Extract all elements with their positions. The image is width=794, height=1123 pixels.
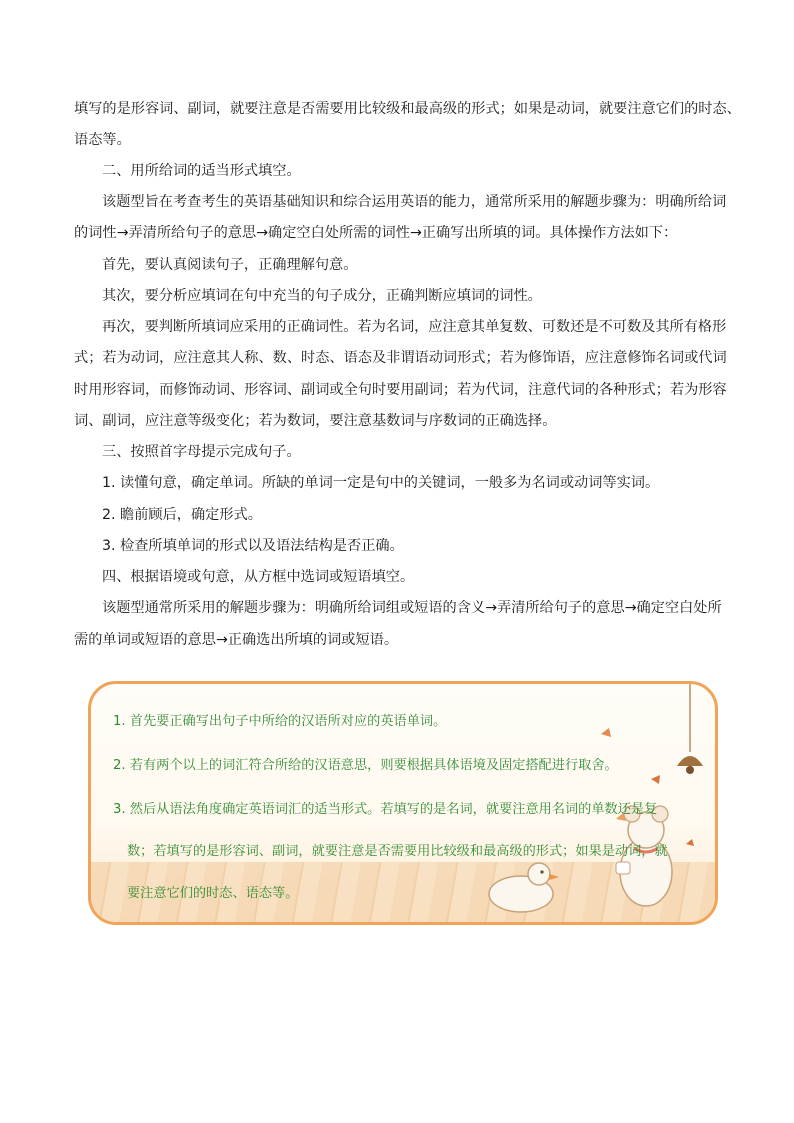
body-line: 首先，要认真阅读句子，正确理解句意。 — [102, 257, 358, 273]
tip-item: 数；若填写的是形容词、副词，就要注意是否需要用比较级和最高级的形式；如果是动词，就 — [127, 844, 668, 859]
tip-item: 2. 若有两个以上的词汇符合所给的汉语意思，则要根据具体语境及固定搭配进行取舍。 — [113, 758, 618, 773]
body-line: 时用形容词，而修饰动词、形容词、副词或全句时要用副词；若为代词，注意代词的各种形式；若为形容 — [74, 382, 727, 398]
body-line: 语态等。 — [74, 132, 131, 148]
body-line: 式；若为动词，应注意其人称、数、时态、语态及非谓语动词形式；若为修饰语，应注意修饰名词或代词 — [74, 350, 727, 366]
list-item: 1. 读懂句意，确定单词。所缺的单词一定是句中的关键词，一般多为名词或动词等实词。 — [102, 475, 660, 491]
list-item: 3. 检查所填单词的形式以及语法结构是否正确。 — [102, 538, 404, 554]
tip-item: 3. 然后从语法角度确定英语词汇的适当形式。若填写的是名词，就要注意用名词的单数还是复 — [113, 802, 658, 817]
body-line: 词、副词，应注意等级变化；若为数词，要注意基数词与序数词的正确选择。 — [74, 413, 557, 429]
tips-box — [88, 681, 718, 925]
body-line: 再次，要判断所填词应采用的正确词性。若为名词，应注意其单复数、可数还是不可数及其所有格形 — [102, 319, 727, 335]
section-heading-2: 二、用所给词的适当形式填空。 — [102, 163, 301, 179]
body-line: 该题型通常所采用的解题步骤为：明确所给词组或短语的含义→弄清所给句子的意思→确定空白处所 — [102, 600, 722, 616]
tip-item: 1. 首先要正确写出句子中所给的汉语所对应的英语单词。 — [113, 714, 447, 729]
section-heading-4: 四、根据语境或句意，从方框中选词或短语填空。 — [102, 569, 415, 585]
list-item: 2. 瞻前顾后，确定形式。 — [102, 507, 262, 523]
tip-item: 要注意它们的时态、语态等。 — [127, 886, 299, 901]
section-heading-3: 三、按照首字母提示完成句子。 — [102, 444, 301, 460]
body-line: 其次，要分析应填词在句中充当的句子成分，正确判断应填词的词性。 — [102, 288, 542, 304]
body-line: 填写的是形容词、副词，就要注意是否需要用比较级和最高级的形式；如果是动词，就要注意它们的时态、 — [74, 101, 741, 117]
body-line: 的词性→弄清所给句子的意思→确定空白处所需的词性→正确写出所填的词。具体操作方法如下： — [74, 225, 678, 241]
body-line: 需的单词或短语的意思→正确选出所填的词或短语。 — [74, 632, 399, 648]
body-line: 该题型旨在考查考生的英语基础知识和综合运用英语的能力，通常所采用的解题步骤为：明确所给词 — [102, 194, 727, 210]
